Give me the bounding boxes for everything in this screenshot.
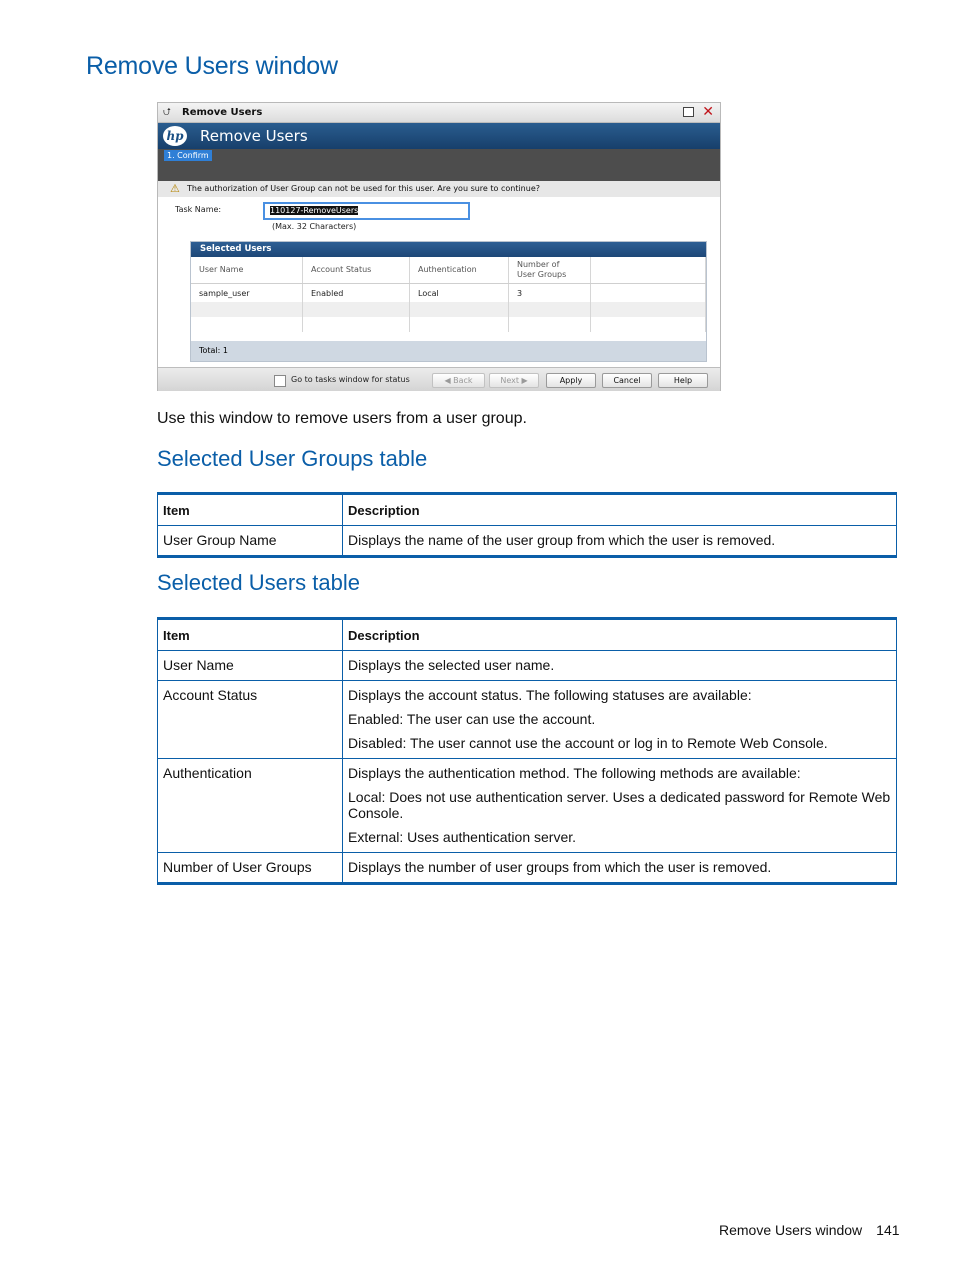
warning-text: The authorization of User Group can not be used for this user. Are you sure to continue? bbox=[187, 184, 540, 193]
column-header: Description bbox=[343, 619, 897, 651]
empty-row bbox=[191, 302, 706, 317]
selected-users-panel bbox=[190, 241, 707, 362]
selected-users-grid bbox=[191, 257, 706, 332]
banner-title: Remove Users bbox=[200, 127, 308, 145]
page-heading: Remove Users window bbox=[86, 52, 338, 80]
collapse-icon[interactable]: ⮍ bbox=[163, 107, 172, 118]
warning-icon: ⚠ bbox=[170, 182, 180, 195]
users-section-heading: Selected Users table bbox=[157, 570, 360, 595]
column-header: Item bbox=[158, 494, 343, 526]
selected-users-table bbox=[157, 617, 897, 885]
selected-user-groups-table bbox=[157, 492, 897, 558]
next-button[interactable]: Next ▶ bbox=[489, 373, 539, 388]
selected-users-title: Selected Users bbox=[191, 242, 706, 257]
window-title: Remove Users bbox=[182, 107, 263, 118]
wizard-banner bbox=[158, 123, 720, 181]
warning-bar bbox=[158, 181, 720, 197]
footer-title: Remove Users window bbox=[719, 1222, 863, 1238]
back-button[interactable]: ◀ Back bbox=[432, 373, 485, 388]
groups-section-heading: Selected User Groups table bbox=[157, 446, 428, 471]
table-row: Account Status Displays the account status. The following statuses are available: Enabled: The user can use the account. Disabled: The user cannot use the account or log in to Remote Web Console. bbox=[158, 681, 897, 759]
column-header: Description bbox=[343, 494, 897, 526]
help-button[interactable]: Help bbox=[658, 373, 708, 388]
total-count: Total: 1 bbox=[191, 341, 706, 361]
table-row: User Group Name Displays the name of the user group from which the user is removed. bbox=[158, 526, 897, 557]
intro-text: Use this window to remove users from a user group. bbox=[157, 410, 527, 427]
column-header bbox=[591, 257, 706, 284]
go-to-tasks-checkbox[interactable] bbox=[274, 375, 286, 387]
table-row: Authentication Displays the authentication method. The following methods are available: Local: Does not use authentication server. Uses a dedicated password for Remote Web Console. External: Uses authentication server. bbox=[158, 759, 897, 853]
wizard-footer bbox=[158, 367, 720, 391]
column-header[interactable]: Account Status bbox=[303, 257, 410, 284]
close-icon[interactable]: ✕ bbox=[702, 104, 714, 120]
restore-icon[interactable] bbox=[683, 107, 694, 117]
task-name-label: Task Name: bbox=[175, 205, 222, 214]
hp-logo: hp bbox=[163, 126, 187, 146]
apply-button[interactable]: Apply bbox=[546, 373, 596, 388]
go-to-tasks-label: Go to tasks window for status bbox=[291, 375, 410, 384]
page-number: 141 bbox=[876, 1222, 900, 1238]
column-header: Item bbox=[158, 619, 343, 651]
step-indicator: 1. Confirm bbox=[164, 150, 212, 161]
table-row: User Name Displays the selected user name. bbox=[158, 651, 897, 681]
column-header[interactable]: Number of User Groups bbox=[509, 257, 591, 284]
cancel-button[interactable]: Cancel bbox=[602, 373, 652, 388]
task-name-value: 110127-RemoveUsers bbox=[270, 206, 359, 215]
column-header[interactable]: Authentication bbox=[410, 257, 509, 284]
window-titlebar bbox=[158, 103, 720, 123]
page-footer bbox=[719, 1222, 900, 1238]
task-name-hint: (Max. 32 Characters) bbox=[272, 222, 357, 231]
table-row: Number of User Groups Displays the number of user groups from which the user is removed. bbox=[158, 853, 897, 884]
task-name-input[interactable] bbox=[263, 202, 470, 220]
remove-users-window bbox=[157, 102, 721, 391]
table-row[interactable]: sample_user Enabled Local 3 bbox=[191, 284, 706, 303]
column-header[interactable]: User Name bbox=[191, 257, 303, 284]
empty-row bbox=[191, 317, 706, 332]
